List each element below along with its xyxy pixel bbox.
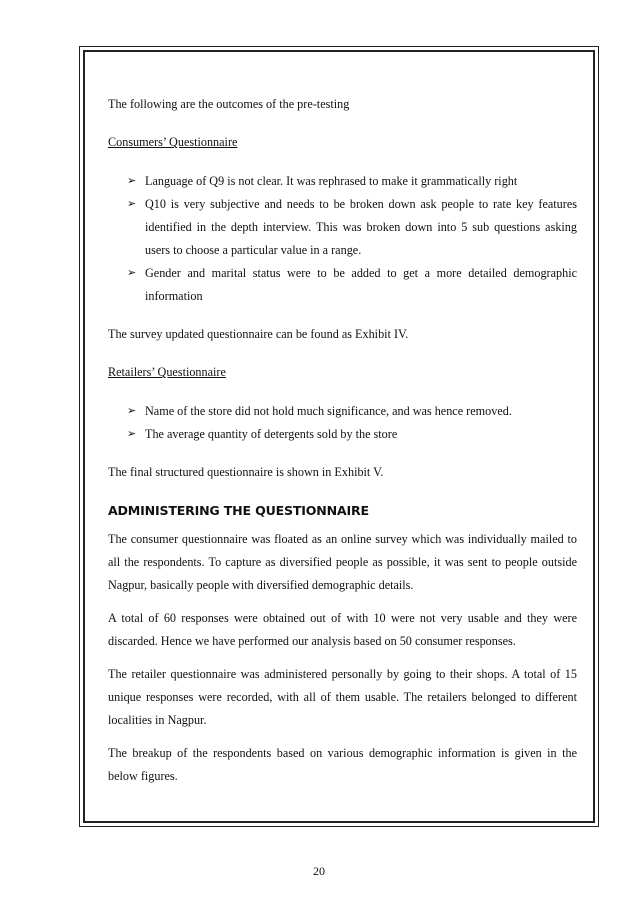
final-structured-text: The final structured questionnaire is shown in Exhibit V. [108,465,384,479]
retailers-heading: Retailers’ Questionnaire [108,365,226,379]
section-heading: ADMINISTERING THE QUESTIONNAIRE [108,503,369,518]
consumers-heading: Consumers’ Questionnaire [108,135,238,149]
intro-text: The following are the outcomes of the pre-testing [108,97,350,111]
consumer-points-list [108,170,577,308]
body-paragraph: A total of 60 responses were obtained out of with 10 were not very usable and they were discarded. Hence we have performed our analysis based on 50 consumer responses. [108,611,577,648]
list-item: ➢ Q10 is very subjective and needs to be broken down ask people to rate key features identified in the depth interview. This was broken down into 5 sub questions asking users to choose a particular value in a range. [108,193,577,262]
arrow-bullet-icon: ➢ [127,405,137,417]
body-paragraph: The consumer questionnaire was floated as an online survey which was individually mailed to all the respondents. To capture as diversified people as possible, it was sent to people outside Nagpur, basically people with diversified demographic details. [108,532,577,592]
page-number: 20 [313,864,325,878]
arrow-bullet-icon: ➢ [127,198,137,210]
survey-updated-text: The survey updated questionnaire can be found as Exhibit IV. [108,327,409,341]
list-item: ➢ Gender and marital status were to be added to get a more detailed demographic information [108,262,577,308]
arrow-bullet-icon: ➢ [127,428,137,440]
retailer-points-list [108,400,577,446]
body-paragraph: The retailer questionnaire was administered personally by going to their shops. A total of 15 unique responses were recorded, with all of them usable. The retailers belonged to different localities in Nagpur. [108,667,577,727]
page-content [108,93,577,788]
list-item: ➢ Language of Q9 is not clear. It was rephrased to make it grammatically right [108,170,577,193]
body-paragraph: The breakup of the respondents based on various demographic information is given in the below figures. [108,746,577,783]
arrow-bullet-icon: ➢ [127,267,137,279]
list-item: ➢ Name of the store did not hold much significance, and was hence removed. [108,400,577,423]
arrow-bullet-icon: ➢ [127,175,137,187]
list-item: ➢ The average quantity of detergents sold by the store [108,423,577,446]
